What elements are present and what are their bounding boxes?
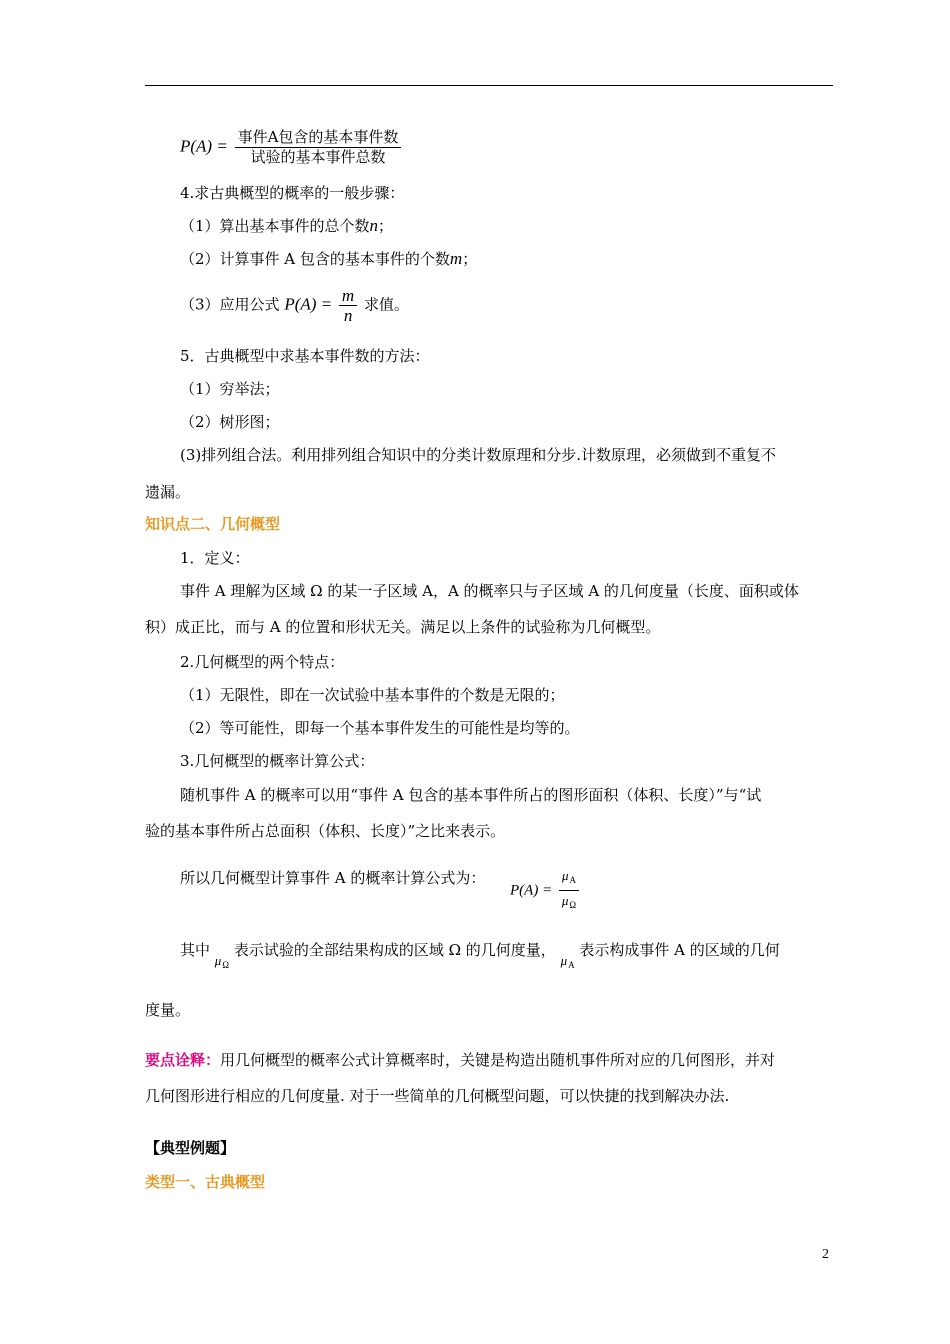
step-3-text: （3）应用公式 xyxy=(180,295,280,314)
header-rule xyxy=(145,85,833,86)
step-1-text: （1）算出基本事件的总个数 xyxy=(180,217,370,235)
step-2-end: ； xyxy=(462,250,478,268)
definition-line2: 积）成正比，而与 A 的位置和形状无关。满足以上条件的试验称为几何概型。 xyxy=(145,618,661,636)
step-3-num: m xyxy=(339,286,357,306)
step-3-fraction xyxy=(339,286,357,325)
formula-denominator: 试验的基本事件总数 xyxy=(250,148,386,166)
mu-a xyxy=(561,953,575,968)
where-b: 表示试验的全部结果构成的区域 Ω 的几何度量， xyxy=(233,941,556,959)
method-3-line2: 遗漏。 xyxy=(145,483,191,501)
key-point-label: 要点诠释： xyxy=(145,1051,221,1069)
where-line2: 度量。 xyxy=(145,1001,191,1019)
step-3-end: 求值。 xyxy=(363,295,409,314)
key-point-line2: 几何图形进行相应的几何度量. 对于一些简单的几何概型问题，可以快捷的找到解决办法. xyxy=(145,1087,730,1105)
kp2-heading: 知识点二、几何概型 xyxy=(145,515,281,533)
sub-omega: Ω xyxy=(222,960,230,970)
mu-symbol: μ xyxy=(560,953,568,968)
sub-omega: Ω xyxy=(569,900,577,910)
step-3 xyxy=(180,286,409,325)
key-point-text1: 用几何概型的概率公式计算概率时，关键是构造出随机事件所对应的几何图形，并对 xyxy=(220,1051,776,1069)
mu-symbol: μ xyxy=(561,868,569,883)
where-line1 xyxy=(180,940,780,970)
formula-lhs: P(A) = xyxy=(180,136,228,156)
mu-omega xyxy=(215,953,229,968)
geo-formula xyxy=(510,866,581,915)
step-2 xyxy=(180,249,477,269)
type1-heading: 类型一、古典概型 xyxy=(145,1173,266,1191)
method-1: （1）穷举法； xyxy=(180,380,280,398)
mu-symbol: μ xyxy=(561,893,569,908)
step-3-lhs: P(A) = xyxy=(284,294,333,314)
calc-title: 3.几何概型的概率计算公式： xyxy=(180,752,375,770)
features-title: 2.几何概型的两个特点： xyxy=(180,653,345,671)
formula-classical xyxy=(180,128,403,167)
sub-a: A xyxy=(569,875,576,885)
geo-formula-num xyxy=(559,866,579,891)
formula-fraction xyxy=(235,128,402,167)
section5-title: 5．古典概型中求基本事件数的方法： xyxy=(180,347,430,365)
section4-title: 4.求古典概型的概率的一般步骤： xyxy=(180,184,405,202)
geo-formula-den xyxy=(559,891,579,915)
formula-numerator: 事件A包含的基本事件数 xyxy=(235,128,402,148)
key-point-line1 xyxy=(145,1050,775,1070)
feature-2: （2）等可能性，即每一个基本事件发生的可能性是均等的。 xyxy=(180,719,580,737)
definition-title: 1．定义： xyxy=(180,549,250,567)
var-n: n xyxy=(369,216,379,235)
method-3-line1: (3)排列组合法。利用排列组合知识中的分类计数原理和分步.计数原理，必须做到不重复不 xyxy=(180,446,777,464)
step-3-den: n xyxy=(343,306,353,325)
geo-formula-fraction xyxy=(559,866,579,915)
calc-line1: 随机事件 A 的概率可以用“事件 A 包含的基本事件所占的图形面积（体积、长度）”与“试 xyxy=(180,786,762,804)
definition-line1: 事件 A 理解为区域 Ω 的某一子区域 A，A 的概率只与子区域 A 的几何度量（长度、面积或体 xyxy=(180,582,799,600)
geo-formula-lhs: P(A) = xyxy=(510,882,553,899)
method-2: （2）树形图； xyxy=(180,413,280,431)
calc-line2: 验的基本事件所占总面积（体积、长度）”之比来表示。 xyxy=(145,822,506,840)
step-1-end: ； xyxy=(378,217,394,235)
mu-symbol: μ xyxy=(214,953,222,968)
where-c: 表示构成事件 A 的区域的几何 xyxy=(579,941,780,959)
geo-formula-text: 所以几何概型计算事件 A 的概率计算公式为： xyxy=(180,869,486,887)
step-1 xyxy=(180,216,393,236)
step-2-text: （2）计算事件 A 包含的基本事件的个数 xyxy=(180,250,450,268)
feature-1: （1）无限性，即在一次试验中基本事件的个数是无限的； xyxy=(180,686,565,704)
sub-a: A xyxy=(568,960,575,970)
examples-heading: 【典型例题】 xyxy=(145,1139,236,1157)
where-a: 其中 xyxy=(180,941,211,959)
page-number: 2 xyxy=(822,1247,829,1262)
var-m: m xyxy=(449,249,463,268)
